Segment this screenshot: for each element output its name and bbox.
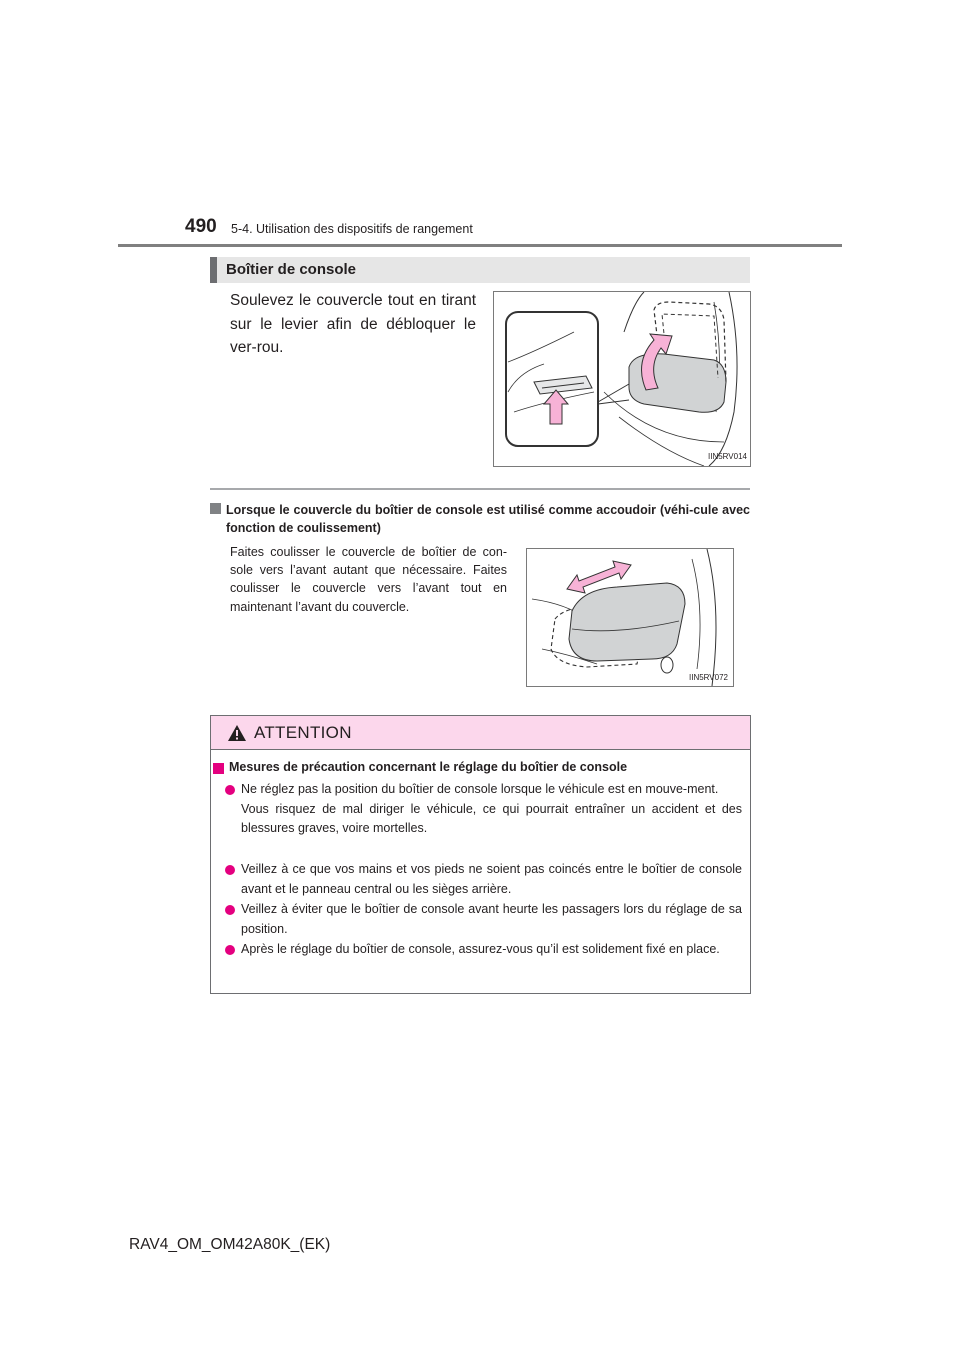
bullet-dot-icon bbox=[225, 905, 235, 915]
console-slide-illustration bbox=[526, 548, 734, 687]
section-title: Boîtier de console bbox=[226, 261, 357, 278]
subsection-divider bbox=[210, 488, 750, 490]
bullet-dot-icon bbox=[225, 945, 235, 955]
figure-code: IIN5RV072 bbox=[689, 673, 728, 682]
section-marker bbox=[210, 257, 217, 283]
warning-box bbox=[210, 715, 751, 994]
warning-bullet-text: Ne réglez pas la position du boîtier de console lorsque le véhicule est en mouve-ment. bbox=[241, 782, 719, 796]
intro-paragraph: Soulevez le couvercle tout en tirant sur le levier afin de débloquer le ver-rou. bbox=[230, 292, 476, 356]
warning-bullet-text: Veillez à ce que vos mains et vos pieds ne soient pas coincés entre le boîtier de console avant et le panneau central ou les sièges arrière. bbox=[241, 862, 742, 896]
chapter-title: 5-4. Utilisation des dispositifs de rangement bbox=[231, 222, 473, 236]
section-heading-bar bbox=[210, 257, 750, 283]
console-lid-drawing bbox=[494, 292, 750, 466]
document-code: RAV4_OM_OM42A80K_(EK) bbox=[129, 1236, 331, 1253]
bullet-dot-icon bbox=[225, 865, 235, 875]
warning-bullet-text: Après le réglage du boîtier de console, assurez-vous qu’il est solidement fixé en place. bbox=[241, 942, 720, 956]
console-slide-drawing bbox=[527, 549, 733, 686]
warning-bullet-text: Veillez à éviter que le boîtier de console avant heurte les passagers lors du réglage de sa position. bbox=[241, 902, 742, 936]
header-divider bbox=[118, 244, 842, 247]
square-bullet-icon bbox=[210, 503, 221, 514]
warning-title-text: Mesures de précaution concernant le réglage du boîtier de console bbox=[229, 760, 628, 774]
figure-code: IIN5RV014 bbox=[708, 452, 747, 461]
warning-label: ATTENTION bbox=[254, 723, 352, 742]
subsection-heading-text: Lorsque le couvercle du boîtier de console est utilisé comme accoudoir (véhi-cule avec fonction de coulissement) bbox=[226, 503, 750, 535]
warning-header bbox=[211, 716, 750, 750]
square-bullet-icon bbox=[213, 763, 224, 774]
warning-triangle-icon bbox=[227, 724, 247, 742]
bullet-dot-icon bbox=[225, 785, 235, 795]
console-lid-illustration bbox=[493, 291, 751, 467]
page-number: 490 bbox=[185, 216, 217, 237]
slide-paragraph: Faites coulisser le couvercle de boîtier de con-sole vers l’avant autant que nécessaire. Faites coulisser le couvercle vers l’avant tout en maintenant l’avant du couvercle. bbox=[230, 545, 507, 614]
warning-bullet-text: Vous risquez de mal diriger le véhicule, ce qui pourrait entraîner un accident et des blessures graves, voire mortelles. bbox=[241, 801, 742, 835]
